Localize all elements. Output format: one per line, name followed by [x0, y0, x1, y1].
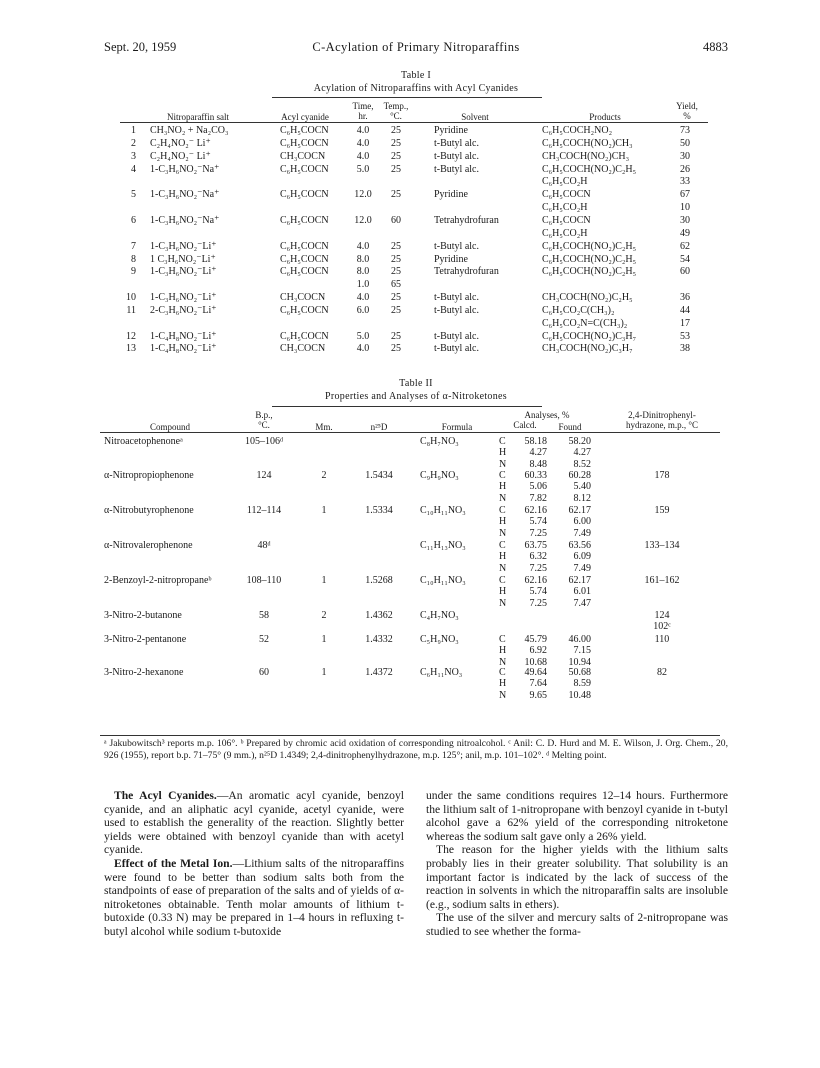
product: C₆H₅CO₂H: [542, 176, 588, 188]
product: C₆H₅COCH(NO₂)C₂H₅: [542, 266, 637, 278]
row-number: 11: [126, 304, 136, 316]
calcd-value: 63.75: [524, 540, 547, 551]
product: C₆H₅COCH(NO₂)C₂H₅: [542, 253, 637, 265]
solvent: t-Butyl alc.: [434, 163, 479, 175]
found-value: 4.27: [573, 447, 591, 459]
calcd-value: 7.64: [529, 678, 547, 690]
temp-c: 25: [391, 137, 401, 149]
table2-title: Properties and Analyses of α-Nitroketones: [325, 391, 507, 402]
nitroparaffin-salt: C₂H₄NO₂⁻ Li⁺: [150, 137, 211, 149]
element-symbol: N: [499, 458, 507, 470]
nitroparaffin-salt: 1-C₃H₆NO₂⁻Na⁺: [150, 163, 220, 175]
time-hr: 4.0: [356, 240, 370, 252]
header-compound: Compound: [149, 422, 190, 432]
calcd-value: 7.25: [529, 597, 547, 609]
time-hr: 8.0: [356, 253, 370, 265]
calcd-value: 62.16: [524, 505, 547, 516]
product: CH₃COCH(NO₂)C₂H₅: [542, 292, 633, 304]
calcd-value: 5.06: [529, 481, 547, 493]
analysis-line: [0, 551, 820, 562]
nitroparaffin-salt: 1-C₃H₆NO₂⁻Li⁺: [150, 240, 217, 252]
analysis-line: [0, 459, 820, 470]
row-number: 6: [131, 214, 136, 226]
nitroparaffin-salt: 1-C₃H₆NO₂⁻Na⁺: [150, 189, 220, 201]
nitroparaffin-salt: 1-C₃H₆NO₂⁻Li⁺: [150, 266, 217, 278]
compound-name: 3-Nitro-2-butanone: [104, 610, 182, 621]
solvent: Tetrahydrofuran: [434, 266, 499, 278]
molecular-formula: C₈H₇NO₃: [420, 436, 459, 447]
element-symbol: H: [499, 586, 507, 598]
temp-c: 25: [391, 343, 401, 355]
table2-footnotes: ᵃ Jakubowitsch³ reports m.p. 106°. ᵇ Prepared by chromic acid oxidation of corresponding nitroalcohol. ᶜ Anil: C. D. Hurd and M. E. Wilson, J. Org. Chem., 20, 926 (1955), report b.p. 71–75° (9 mm.), n²⁵D 1.4349; 2,4-dinitrophenylhydrazone, m.p. 125°; anil, m.p. 101–102°. ᵈ Melting point.: [104, 738, 728, 761]
found-value: 10.48: [568, 689, 591, 701]
nitroparaffin-salt: 1-C₃H₆NO₂⁻Li⁺: [150, 292, 217, 304]
header-page-number: 4883: [703, 40, 728, 54]
yield-percent: 30: [680, 214, 690, 226]
table1-title: Acylation of Nitroparaffins with Acyl Cyanides: [313, 83, 519, 94]
table2-row: [0, 540, 820, 576]
paragraph-text: under the same conditions requires 12–14 hours. Furthermore the lithium salt of 1-nitropropane with benzoyl cyanide in t-butyl alcohol gave a 62% yield of the corresponding nitroketone whereas the sodium salt gave only a 26% yield.: [426, 789, 728, 843]
pressure-mm: 1: [321, 634, 327, 645]
dnp-melting-point: 124: [654, 610, 670, 621]
nitroparaffin-salt: 1 C₃H₆NO₂⁻Li⁺: [150, 253, 216, 265]
element-symbol: H: [499, 551, 507, 563]
time-hr: 8.0: [356, 266, 370, 278]
body-paragraph: [426, 789, 728, 843]
yield-percent: 54: [680, 253, 690, 265]
found-value: 10.94: [568, 656, 591, 668]
calcd-value: 6.92: [529, 645, 547, 657]
boiling-point: 58: [259, 610, 269, 621]
found-value: 6.01: [573, 586, 591, 598]
acyl-cyanide: C₆H₅COCN: [280, 163, 329, 175]
table2-header-rule: [100, 432, 720, 433]
time-hr: 4.0: [356, 137, 370, 149]
found-value: 58.20: [568, 436, 591, 447]
product: C₆H₅COCN: [542, 189, 591, 201]
pressure-mm: 1: [321, 505, 327, 516]
row-number: 2: [131, 137, 136, 149]
dnp-line: [0, 575, 820, 586]
temp-c: 25: [391, 253, 401, 265]
time-hr: 4.0: [356, 125, 370, 136]
yield-percent: 73: [680, 125, 690, 136]
found-value: 8.52: [573, 458, 591, 470]
molecular-formula: C₁₀H₁₁NO₃: [420, 575, 466, 586]
body-paragraph: [426, 911, 728, 938]
dnp-melting-point: 178: [654, 470, 670, 481]
calcd-value: 10.68: [524, 656, 547, 668]
element-symbol: H: [499, 678, 507, 690]
temp-c: 25: [391, 125, 401, 136]
dnp-melting-point: 82: [657, 667, 667, 678]
calcd-value: 6.32: [529, 551, 547, 563]
compound-name: 2-Benzoyl-2-nitropropaneᵇ: [104, 575, 212, 586]
nitroparaffin-salt: 1-C₄H₈NO₂⁻Li⁺: [150, 343, 217, 355]
header-mm: Mm.: [315, 422, 333, 432]
solvent: Tetrahydrofuran: [434, 214, 499, 226]
yield-percent: 38: [680, 343, 690, 355]
acyl-cyanide: C₆H₅COCN: [280, 240, 329, 252]
dnp-melting-point: 133–134: [644, 540, 680, 551]
acyl-cyanide: C₆H₅COCN: [280, 137, 329, 149]
table2-row: [0, 470, 820, 506]
solvent: Pyridine: [434, 253, 468, 265]
body-left-column: [104, 789, 404, 939]
yield-percent: 17: [680, 317, 690, 329]
time-hr: 12.0: [354, 214, 372, 226]
paragraph-text: The use of the silver and mercury salts of 2-nitropropane was studied to see whether the forma-: [426, 911, 728, 938]
time-hr: 1.0: [356, 279, 370, 291]
found-value: 50.68: [568, 667, 591, 678]
calcd-value: 8.48: [529, 458, 547, 470]
product: C₆H₅COCH(NO₂)C₃H₇: [542, 330, 637, 342]
solvent: t-Butyl alc.: [434, 330, 479, 342]
boiling-point: 124: [256, 470, 272, 481]
table2-row: [0, 436, 820, 472]
found-value: 7.49: [573, 527, 591, 539]
product: C₆H₅CO₂N=C(CH₃)₂: [542, 317, 628, 329]
analysis-line: [0, 493, 820, 504]
boiling-point: 60: [259, 667, 269, 678]
table1-label: Table I: [401, 70, 431, 81]
molecular-formula: C₅H₉NO₃: [420, 634, 459, 645]
acyl-cyanide: CH₃COCN: [280, 343, 326, 355]
analysis-line: [0, 436, 820, 447]
header-cyanide: Acyl cyanide: [281, 112, 329, 122]
analysis-line: [0, 598, 820, 609]
header-temp: Temp., °C.: [383, 101, 409, 121]
found-value: 62.17: [568, 505, 591, 516]
temp-c: 25: [391, 330, 401, 342]
row-number: 7: [131, 240, 136, 252]
compound-name: α-Nitrobutyrophenone: [104, 505, 194, 516]
header-dnp: 2,4-Dinitrophenyl-hydrazone, m.p., °C: [625, 410, 699, 430]
yield-percent: 10: [680, 202, 690, 214]
calcd-value: 4.27: [529, 447, 547, 459]
dnp-melting-point: 161–162: [644, 575, 680, 586]
dnp-line: [0, 610, 820, 621]
temp-c: 65: [391, 279, 401, 291]
temp-c: 25: [391, 266, 401, 278]
molecular-formula: C₁₀H₁₁NO₃: [420, 505, 466, 516]
yield-percent: 60: [680, 266, 690, 278]
header-solvent: Solvent: [461, 112, 489, 122]
nitroparaffin-salt: 1-C₄H₈NO₂⁻Li⁺: [150, 330, 217, 342]
pressure-mm: 2: [321, 470, 327, 481]
nitroparaffin-salt: CH₃NO₂ + Na₂CO₃: [150, 125, 229, 136]
dnp-melting-point: 110: [654, 634, 670, 645]
yield-percent: 49: [680, 227, 690, 239]
table2-header-row: [0, 408, 820, 432]
table2-row: [0, 667, 820, 703]
table2-row: [0, 634, 820, 670]
dnp-line: [0, 621, 820, 632]
pressure-mm: 1: [321, 667, 327, 678]
acyl-cyanide: CH₃COCN: [280, 150, 326, 162]
molecular-formula: C₁₁H₁₃NO₃: [420, 540, 466, 551]
row-number: 9: [131, 266, 136, 278]
time-hr: 12.0: [354, 189, 372, 201]
calcd-value: 7.25: [529, 562, 547, 574]
temp-c: 25: [391, 304, 401, 316]
compound-name: Nitroacetophenoneᵃ: [104, 436, 183, 447]
yield-percent: 33: [680, 176, 690, 188]
calcd-value: 5.74: [529, 516, 547, 528]
element-symbol: C: [499, 575, 506, 586]
solvent: t-Butyl alc.: [434, 240, 479, 252]
analysis-line: [0, 516, 820, 527]
time-hr: 5.0: [356, 330, 370, 342]
nitroparaffin-salt: C₂H₄NO₂⁻ Li⁺: [150, 150, 211, 162]
solvent: t-Butyl alc.: [434, 292, 479, 304]
header-date: Sept. 20, 1959: [104, 40, 177, 54]
element-symbol: N: [499, 597, 507, 609]
element-symbol: N: [499, 527, 507, 539]
molecular-formula: C₆H₁₁NO₃: [420, 667, 463, 678]
molecular-formula: C₉H₉NO₃: [420, 470, 459, 481]
header-products: Products: [589, 112, 621, 122]
product: CH₃COCH(NO₂)C₃H₇: [542, 343, 633, 355]
refractive-index: 1.4362: [365, 610, 393, 621]
refractive-index: 1.5334: [365, 505, 393, 516]
found-value: 60.28: [568, 470, 591, 481]
pressure-mm: 2: [321, 610, 327, 621]
found-value: 5.40: [573, 481, 591, 493]
calcd-value: 62.16: [524, 575, 547, 586]
found-value: 6.09: [573, 551, 591, 563]
pressure-mm: 1: [321, 575, 327, 586]
dnp-line: [0, 540, 820, 551]
boiling-point: 108–110: [246, 575, 282, 586]
body-right-column: [426, 789, 728, 939]
product: C₆H₅COCH(NO₂)C₂H₅: [542, 240, 637, 252]
found-value: 8.12: [573, 492, 591, 504]
yield-percent: 44: [680, 304, 690, 316]
product: C₆H₅CO₂C(CH₃)₂: [542, 304, 615, 316]
product: C₆H₅COCN: [542, 214, 591, 226]
yield-percent: 67: [680, 189, 690, 201]
solvent: Pyridine: [434, 125, 468, 136]
row-number: 12: [126, 330, 136, 342]
paragraph-text: —Lithium salts of the nitroparaffins were found to be better than sodium salts both from the standpoints of ease of preparation of the salts and of yields of α-nitroketones obtainable. Tenth molar amounts of lithium t-butoxide (0.33 N) may be prepared in 1–4 hours in refluxing t-butyl alcohol while sodium t-butoxide: [104, 856, 404, 938]
body-paragraph: [104, 857, 404, 939]
acyl-cyanide: C₆H₅COCN: [280, 304, 329, 316]
element-symbol: C: [499, 505, 506, 516]
header-title: C-Acylation of Primary Nitroparaffins: [312, 40, 520, 54]
acyl-cyanide: C₆H₅COCN: [280, 189, 329, 201]
element-symbol: H: [499, 481, 507, 493]
paragraph-text: The reason for the higher yields with the lithium salts probably lies in their greater solubility. That solubility is an important factor is indicated by the lack of success of the reaction in solvents in which the nitroparaffin salts are insoluble (e.g., sodium salts in ethers).: [426, 843, 728, 911]
solvent: t-Butyl alc.: [434, 150, 479, 162]
element-symbol: H: [499, 645, 507, 657]
row-number: 13: [126, 343, 136, 355]
found-value: 7.15: [573, 645, 591, 657]
calcd-value: 60.33: [524, 470, 547, 481]
acyl-cyanide: C₆H₅COCN: [280, 253, 329, 265]
row-number: 4: [131, 163, 136, 175]
found-value: 6.00: [573, 516, 591, 528]
yield-percent: 30: [680, 150, 690, 162]
element-symbol: N: [499, 492, 507, 504]
paragraph-heading: Effect of the Metal Ion.: [114, 856, 233, 870]
temp-c: 25: [391, 240, 401, 252]
analysis-line: [0, 586, 820, 597]
analysis-line: [0, 678, 820, 689]
acyl-cyanide: C₆H₅COCN: [280, 125, 329, 136]
solvent: t-Butyl alc.: [434, 137, 479, 149]
found-value: 7.47: [573, 597, 591, 609]
acyl-cyanide: C₆H₅COCN: [280, 266, 329, 278]
boiling-point: 105–106ᵈ: [244, 436, 284, 447]
analysis-line: [0, 645, 820, 656]
dnp-line: [0, 470, 820, 481]
boiling-point: 48ᵈ: [257, 540, 271, 551]
found-value: 8.59: [573, 678, 591, 690]
element-symbol: C: [499, 470, 506, 481]
compound-name: 3-Nitro-2-hexanone: [104, 667, 184, 678]
table2-label: Table II: [399, 378, 433, 389]
temp-c: 60: [391, 214, 401, 226]
element-symbol: C: [499, 540, 506, 551]
refractive-index: 1.5268: [365, 575, 393, 586]
time-hr: 4.0: [356, 292, 370, 304]
calcd-value: 7.82: [529, 492, 547, 504]
acyl-cyanide: C₆H₅COCN: [280, 330, 329, 342]
solvent: Pyridine: [434, 189, 468, 201]
nitroparaffin-salt: 2-C₃H₆NO₂⁻Li⁺: [150, 304, 217, 316]
found-value: 46.00: [568, 634, 591, 645]
header-calcd: Calcd.: [513, 420, 537, 430]
product: C₆H₅CO₂H: [542, 227, 588, 239]
table2-row: [0, 575, 820, 611]
element-symbol: C: [499, 667, 506, 678]
refractive-index: 1.4332: [365, 634, 393, 645]
acyl-cyanide: C₆H₅COCN: [280, 214, 329, 226]
yield-percent: 62: [680, 240, 690, 252]
nitroparaffin-salt: 1-C₃H₆NO₂⁻Na⁺: [150, 214, 220, 226]
product: C₆H₅COCH(NO₂)CH₃: [542, 137, 633, 149]
yield-percent: 50: [680, 137, 690, 149]
analysis-line: [0, 447, 820, 458]
refractive-index: 1.4372: [365, 667, 393, 678]
molecular-formula: C₄H₇NO₃: [420, 610, 459, 621]
calcd-value: 5.74: [529, 586, 547, 598]
header-time: Time, hr.: [352, 101, 374, 121]
yield-percent: 26: [680, 163, 690, 175]
element-symbol: C: [499, 436, 506, 447]
element-symbol: H: [499, 447, 507, 459]
row-number: 8: [131, 253, 136, 265]
product: CH₃COCH(NO₂)CH₃: [542, 150, 630, 162]
element-symbol: H: [499, 516, 507, 528]
refractive-index: 1.5434: [365, 470, 393, 481]
dnp-line: [0, 505, 820, 516]
body-paragraph: [104, 789, 404, 857]
paragraph-text: —An aromatic acyl cyanide, benzoyl cyanide, and an aliphatic acyl cyanide, acetyl cyanide, were used to establish the generality of the reaction. Slightly better yields were obtained with benzoyl cyanide than with acetyl cyanide.: [104, 789, 404, 857]
header-bp: B.p., °C.: [255, 410, 273, 430]
compound-name: 3-Nitro-2-pentanone: [104, 634, 187, 645]
calcd-value: 45.79: [524, 634, 547, 645]
row-number: 1: [131, 125, 136, 136]
found-value: 7.49: [573, 562, 591, 574]
header-formula: Formula: [441, 422, 473, 432]
dnp-melting-point: 159: [654, 505, 670, 516]
boiling-point: 52: [259, 634, 269, 645]
analysis-line: [0, 563, 820, 574]
boiling-point: 112–114: [246, 505, 282, 516]
element-symbol: C: [499, 634, 506, 645]
header-found: Found: [558, 422, 582, 432]
header-yield: Yield, %: [676, 101, 698, 121]
product: C₆H₅COCH(NO₂)C₂H₅: [542, 163, 637, 175]
header-analyses: Analyses, %: [524, 410, 570, 420]
time-hr: 4.0: [356, 150, 370, 162]
time-hr: 6.0: [356, 304, 370, 316]
yield-percent: 36: [680, 292, 690, 304]
calcd-value: 9.65: [529, 689, 547, 701]
header-salt: Nitroparaffin salt: [166, 112, 230, 122]
element-symbol: N: [499, 562, 507, 574]
header-nd: n²⁵D: [370, 422, 388, 432]
found-value: 63.56: [568, 540, 591, 551]
analysis-line: [0, 481, 820, 492]
acyl-cyanide: CH₃COCN: [280, 292, 326, 304]
product: C₆H₅COCH₂NO₂: [542, 125, 613, 136]
time-hr: 5.0: [356, 163, 370, 175]
row-number: 10: [126, 292, 136, 304]
calcd-value: 7.25: [529, 527, 547, 539]
element-symbol: N: [499, 656, 507, 668]
yield-percent: 53: [680, 330, 690, 342]
time-hr: 4.0: [356, 343, 370, 355]
table2-row: [0, 505, 820, 541]
temp-c: 25: [391, 292, 401, 304]
temp-c: 25: [391, 150, 401, 162]
solvent: t-Butyl alc.: [434, 304, 479, 316]
solvent: t-Butyl alc.: [434, 343, 479, 355]
product: C₆H₅CO₂H: [542, 202, 588, 214]
compound-name: α-Nitrovalerophenone: [104, 540, 193, 551]
table2-bottom-rule: [100, 735, 720, 736]
calcd-value: 58.18: [524, 436, 547, 447]
dnp-line: [0, 634, 820, 645]
calcd-value: 49.64: [524, 667, 547, 678]
compound-name: α-Nitropropiophenone: [104, 470, 194, 481]
row-number: 3: [131, 150, 136, 162]
body-paragraph: [426, 843, 728, 911]
temp-c: 25: [391, 163, 401, 175]
paragraph-heading: The Acyl Cyanides.: [114, 789, 217, 802]
dnp-melting-point: 102ᶜ: [653, 621, 671, 633]
dnp-line: [0, 667, 820, 678]
analysis-line: [0, 528, 820, 539]
analysis-line: [0, 690, 820, 701]
found-value: 62.17: [568, 575, 591, 586]
element-symbol: N: [499, 689, 507, 701]
temp-c: 25: [391, 189, 401, 201]
row-number: 5: [131, 189, 136, 201]
